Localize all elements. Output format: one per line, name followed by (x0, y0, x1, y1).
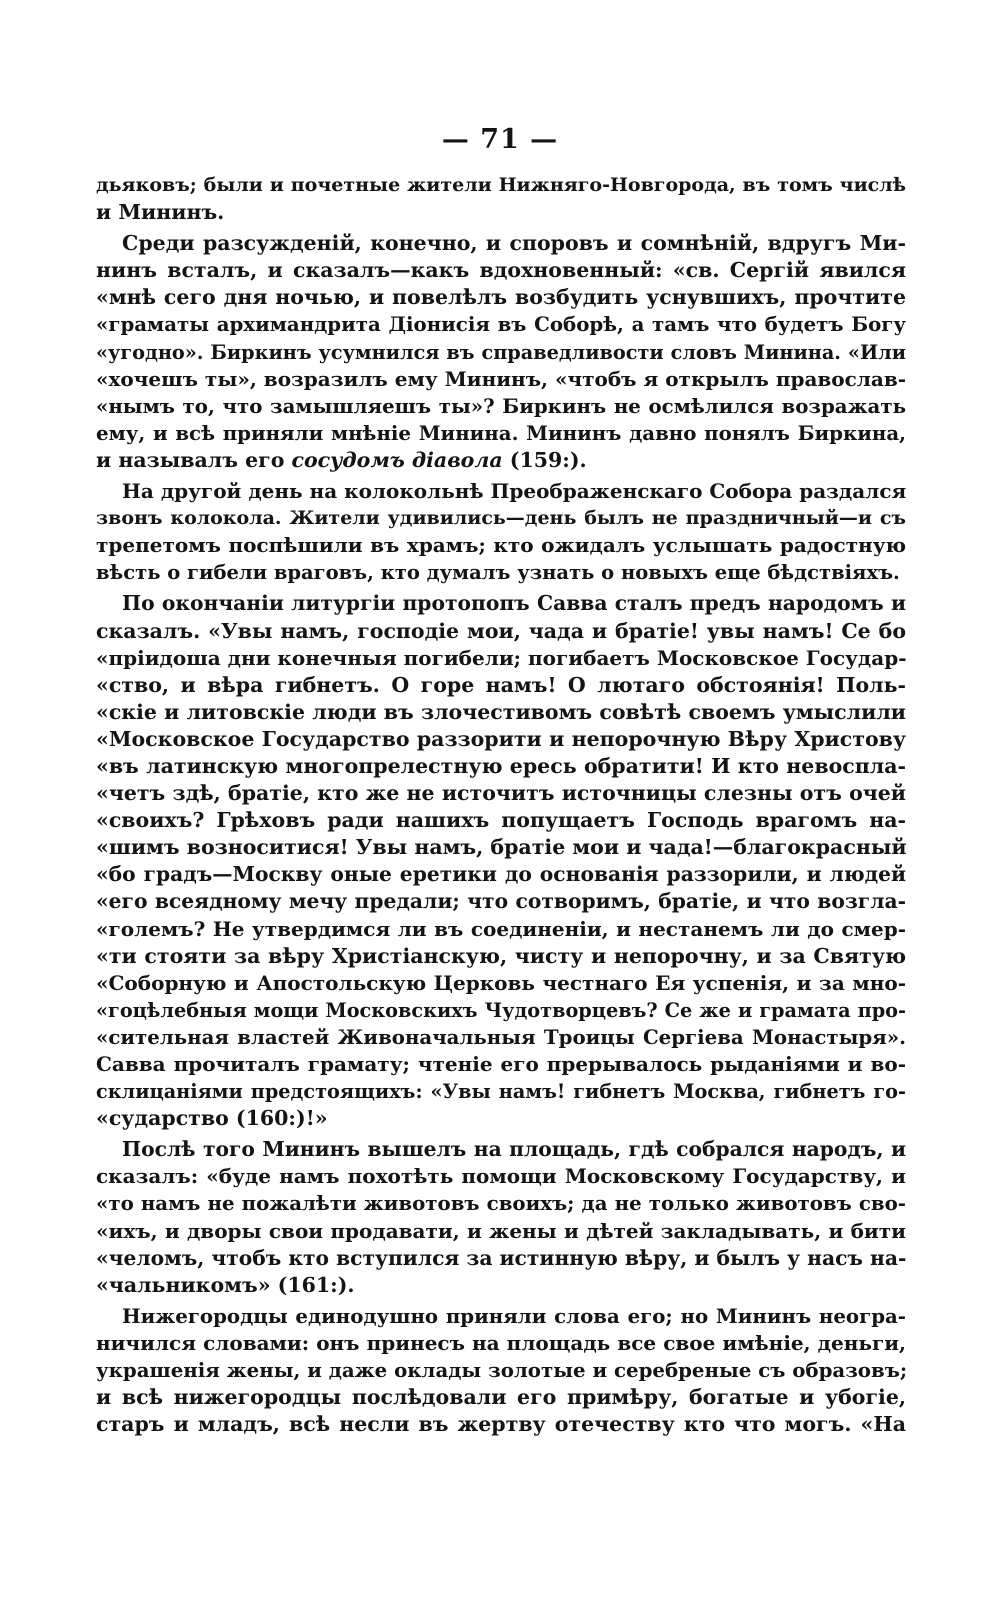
text-line: «своихъ? Грѣховъ ради нашихъ попущаетъ Господь врагомъ на- (96, 808, 906, 833)
text-line: «ихъ, и дворы свои продавати, и жены и дѣтей закладывать, и бити (96, 1218, 906, 1243)
text-line: «шимъ возноситися! Увы намъ, братіе мои и чада!—благокрасный (96, 835, 907, 860)
text-line: «пріидоша дни конечныя погибели; погибаетъ Московское Государ- (96, 645, 907, 670)
text-segment: и называлъ его (96, 447, 292, 472)
text-line: «угодно». Биркинъ усумнился въ справедливости словъ Минина. «Или (96, 340, 906, 364)
text-line: «големъ? Не утвердимся ли въ соединеніи, и нестанемъ ли до смер- (96, 916, 906, 941)
text-line: «челомъ, чтобъ кто вступился за истинную вѣру, и былъ у насъ на- (96, 1245, 907, 1270)
text-line: ничился словами: онъ принесъ на площадь все свое имѣніе, деньги, (96, 1330, 906, 1355)
text-line: склицаніями предстоящихъ: «Увы намъ! гибнетъ Москва, гибнетъ го- (96, 1080, 906, 1104)
text-line: «ство, и вѣра гибнетъ. О горе намъ! О лютаго обстоянія! Поль- (96, 672, 906, 697)
text-line: «мнѣ сего дня ночью, и повелѣлъ возбудить уснувшихъ, прочтите (96, 285, 906, 310)
text-line (96, 447, 906, 474)
text-line: вѣсть о гибели враговъ, кто думалъ узнать о новыхъ еще бѣдствіяхъ. (96, 561, 900, 585)
text-line: украшенія жены, и даже оклады золотые и серебреные съ образовъ; (96, 1358, 908, 1383)
text-line: «ти стояти за вѣру Христіанскую, чисту и непорочну, и за Святую (96, 943, 906, 968)
text-line: «хочешъ ты», возразилъ ему Мининъ, «чтобъ я открылъ православ- (96, 366, 907, 391)
text-line: Нижегородцы единодушно приняли слова его; но Мининъ неогра- (122, 1303, 906, 1328)
text-line: «скіе и литовскіе люди въ злочестивомъ совѣтѣ своемъ умыслили (96, 699, 906, 724)
paragraph (96, 1136, 906, 1299)
text-line: «сительная властей Живоначальныя Троицы Сергіева Монастыря». (96, 1024, 906, 1049)
text-line: «сударство (160:)!» (96, 1106, 328, 1131)
text-line: «Соборную и Апостольскую Церковь честнаго Ея успенія, и за мно- (96, 970, 906, 995)
paragraph (96, 478, 906, 586)
text-line: и Мининъ. (96, 200, 225, 225)
text-line: На другой день на колокольнѣ Преображенскаго Собора раздался (122, 479, 907, 504)
text-line: По окончаніи литургіи протопопъ Савва сталъ предъ народомъ и (122, 591, 906, 616)
text-line: «бо градъ—Москву оные еретики до основанія раззорили, и людей (96, 862, 906, 887)
text-line: нинъ всталъ, и сказалъ—какъ вдохновенный: «св. Сергій явился (96, 258, 906, 283)
body-text (96, 172, 906, 1438)
text-line: трепетомъ поспѣшили въ храмъ; кто ожидалъ услышать радостную (96, 533, 906, 558)
text-line: старъ и младъ, всѣ несли въ жертву отечеству кто что могъ. «На (96, 1412, 906, 1437)
text-line: «граматы архимандрита Діонисія въ Соборѣ, а тамъ что будетъ Богу (96, 312, 906, 337)
text-line: «его всеядному мечу предали; что сотворимъ, братіе, и что возгла- (96, 889, 906, 914)
text-line: «гоцѣлебныя мощи Московскихъ Чудотворцевъ? Се же и грамата про- (96, 998, 906, 1022)
text-line: «чальникомъ» (161:). (96, 1272, 355, 1297)
paragraph (96, 1303, 906, 1438)
text-line: сказалъ. «Увы намъ, господіе мои, чада и братіе! увы намъ! Се бо (96, 618, 906, 643)
text-line: Среди разсужденій, конечно, и споровъ и сомнѣній, вдругъ Ми- (122, 231, 906, 256)
paragraph (96, 172, 906, 226)
italic-phrase: сосудомъ діавола (291, 447, 503, 472)
text-line: ему, и всѣ приняли мнѣніе Минина. Мининъ давно понялъ Биркина, (96, 420, 906, 445)
text-line: и всѣ нижегородцы послѣдовали его примѣру, богатые и убогіе, (96, 1385, 906, 1410)
text-line: звонъ колокола. Жители удивились—день былъ не праздничный—и съ (96, 507, 906, 530)
text-line: «то намъ не пожалѣти животовъ своихъ; да не только животовъ сво- (96, 1191, 906, 1216)
paragraph (96, 230, 906, 474)
text-line: дьяковъ; были и почетные жители Нижняго-Новгорода, въ томъ числѣ (96, 174, 906, 196)
text-line: Савва прочиталъ грамату; чтеніе его прерывалось рыданіями и во- (96, 1052, 906, 1076)
text-line: Послѣ того Мининъ вышелъ на площадь, гдѣ собрался народъ, и (122, 1137, 906, 1162)
text-line: «четъ здѣ, братіе, кто же не источитъ источницы слезны отъ очей (96, 781, 906, 806)
text-line: «въ латинскую многопрелестную ересь обратити! И кто невоспла- (96, 753, 906, 778)
text-line: «Московское Государство раззорити и непорочную Вѣру Христову (96, 726, 906, 751)
paragraph (96, 590, 906, 1132)
text-line: сказалъ: «буде намъ похотѣть помощи Московскому Государству, и (96, 1164, 906, 1189)
footnote-reference: (159:). (502, 447, 587, 472)
text-line: «нымъ то, что замышляешъ ты»? Биркинъ не осмѣлился возражать (96, 393, 906, 418)
page-number: — 71 — (441, 124, 559, 155)
